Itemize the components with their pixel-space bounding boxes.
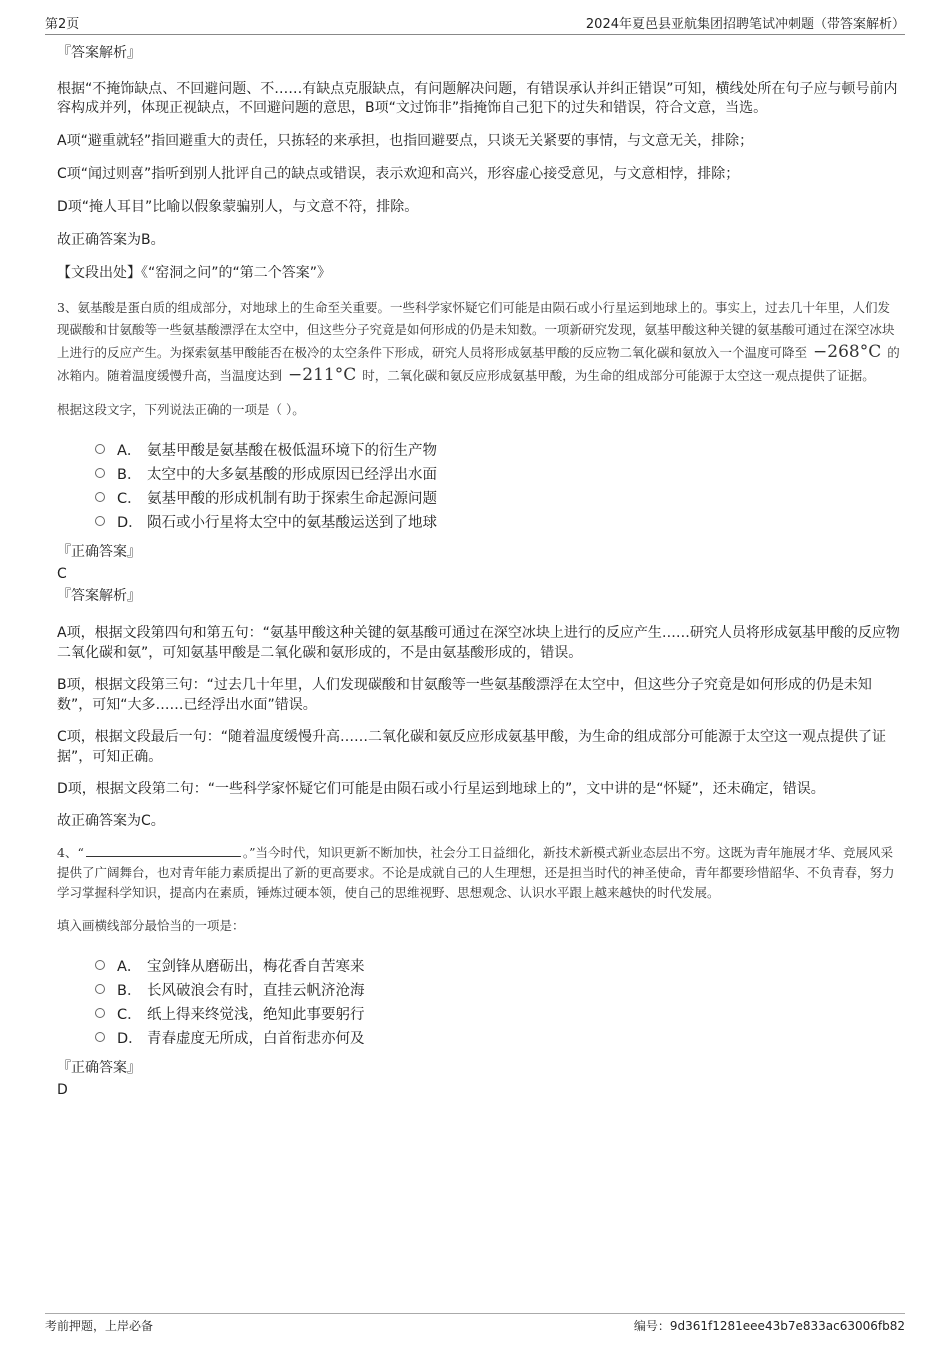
radio-icon[interactable] xyxy=(95,444,105,454)
analysis-label: 『答案解析』 xyxy=(57,588,141,604)
footer-slogan: 考前押题，上岸必备 xyxy=(45,1319,154,1333)
page-number: 第2页 xyxy=(45,17,80,32)
radio-icon[interactable] xyxy=(95,516,105,526)
radio-icon[interactable] xyxy=(95,492,105,502)
correct-answer: D xyxy=(57,1082,68,1098)
analysis-label: 『答案解析』 xyxy=(57,45,141,61)
source-citation: 【文段出处】《“窑洞之问”的“第二个答案”》 xyxy=(57,265,332,281)
correct-answer: C xyxy=(57,566,67,582)
page-footer xyxy=(45,1313,905,1334)
page-header xyxy=(45,10,905,35)
page-content xyxy=(57,44,900,1103)
question-4-options xyxy=(95,953,900,1049)
analysis-option-a: A项，根据文段第四句和第五句：“氨基甲酸这种关键的氨基酸可通过在深空冰块上进行的反应产生……研究人员将形成氨基甲酸的反应物二氧化碳和氨”，可知氨基甲酸是二氧化碳和氨形成的，不是由氨基酸形成的，错误。 xyxy=(57,625,900,661)
analysis-option-b: B项，根据文段第三句：“过去几十年里，人们发现碳酸和甘氨酸等一些氨基酸漂浮在太空中，但这些分子究竟是如何形成的仍是未知数”，可知“大多……已经浮出水面”错误。 xyxy=(57,677,872,713)
option-d[interactable]: D． 陨石或小行星将太空中的氨基酸运送到了地球 xyxy=(95,509,900,533)
analysis-option-d: D项“掩人耳目”比喻以假象蒙骗别人，与文意不符，排除。 xyxy=(57,199,419,215)
analysis-option-c: C项，根据文段最后一句：“随着温度缓慢升高……二氧化碳和氨反应形成氨基甲酸，为生命的组成部分可能源于太空这一观点提供了证据”，可知正确。 xyxy=(57,729,887,765)
option-a[interactable]: A． 氨基甲酸是氨基酸在极低温环境下的衍生产物 xyxy=(95,437,900,461)
question-4-prompt: 填入画横线部分最恰当的一项是： xyxy=(57,918,245,933)
option-c[interactable]: C． 氨基甲酸的形成机制有助于探索生命起源问题 xyxy=(95,485,900,509)
conclusion: 故正确答案为B。 xyxy=(57,232,165,248)
conclusion: 故正确答案为C。 xyxy=(57,813,165,829)
temperature-reaction: −211°C xyxy=(288,365,357,385)
option-b[interactable]: B． 太空中的大多氨基酸的形成原因已经浮出水面 xyxy=(95,461,900,485)
option-a[interactable]: A． 宝剑锋从磨砺出，梅花香自苦寒来 xyxy=(95,953,900,977)
radio-icon[interactable] xyxy=(95,468,105,478)
analysis-option-c: C项“闻过则喜”指听到别人批评自己的缺点或错误，表示欢迎和高兴，形容虚心接受意见，与文意相悖，排除； xyxy=(57,166,740,182)
radio-icon[interactable] xyxy=(95,960,105,970)
option-b[interactable]: B． 长风破浪会有时，直挂云帆济沧海 xyxy=(95,977,900,1001)
radio-icon[interactable] xyxy=(95,1008,105,1018)
question-3-prompt: 根据这段文字，下列说法正确的一项是（ ）。 xyxy=(57,402,305,417)
radio-icon[interactable] xyxy=(95,984,105,994)
correct-answer-label: 『正确答案』 xyxy=(57,544,141,560)
fill-in-blank xyxy=(86,846,241,857)
radio-icon[interactable] xyxy=(95,1032,105,1042)
temperature-low: −268°C xyxy=(813,342,882,362)
option-c[interactable]: C． 纸上得来终觉浅，绝知此事要躬行 xyxy=(95,1001,900,1025)
analysis-paragraph: 根据“不掩饰缺点、不回避问题、不……有缺点克服缺点，有问题解决问题，有错误承认并纠正错误”可知，横线处所在句子应与顿号前内容构成并列，体现正视缺点，不回避问题的意思，B项“文过饰非”指掩饰自己犯下的过失和错误，符合文意，当选。 xyxy=(57,81,898,116)
question-3-options xyxy=(95,437,900,533)
correct-answer-label: 『正确答案』 xyxy=(57,1060,141,1076)
question-4-text: 4、“ 。”当今时代，知识更新不断加快，社会分工日益细化，新技术新模式新业态层出不穷。这既为青年施展才华、竞展风采提供了广阔舞台，也对青年能力素质提出了新的更高要求。不论是成就自己的人生理想，还是担当时代的神圣使命，青年都要珍惜韶华、不负青春，努力学习掌握科学知识，提高内在素质，锤炼过硬本领，使自己的思维视野、思想观念、认识水平跟上越来越快的时代发展。 xyxy=(57,845,895,900)
document-id: 编号：9d361f1281eee43b7e833ac63006fb82 xyxy=(633,1319,905,1333)
document-title: 2024年夏邑县亚航集团招聘笔试冲刺题（带答案解析） xyxy=(585,17,905,32)
analysis-option-a: A项“避重就轻”指回避重大的责任，只拣轻的来承担，也指回避要点，只谈无关紧要的事情，与文意无关，排除； xyxy=(57,133,754,149)
option-d[interactable]: D． 青春虚度无所成，白首衔悲亦何及 xyxy=(95,1025,900,1049)
analysis-option-d: D项，根据文段第二句：“一些科学家怀疑它们可能是由陨石或小行星运到地球上的”，文中讲的是“怀疑”，还未确定，错误。 xyxy=(57,781,825,797)
question-3-text: 3、氨基酸是蛋白质的组成部分，对地球上的生命至关重要。一些科学家怀疑它们可能是由陨石或小行星运到地球上的。事实上，过去几十年里，人们发现碳酸和甘氨酸等一些氨基酸漂浮在太空中，但这些分子究竟是如何形成的仍是未知数。一项新研究发现，氨基甲酸这种关键的氨基酸可通过在深空冰块上进行的反应产生。为探索氨基甲酸能否在极冷的太空条件下形成，研究人员将形成氨基甲酸的反应物二氧化碳和氨放入一个温度可降至 −268°C 的冰箱内。随着温度缓慢升高，当温度达到 −211°C 时，二氧化碳和氨反应形成氨基甲酸，为生命的组成部分可能源于太空这一观点提供了证据。 xyxy=(57,300,900,385)
